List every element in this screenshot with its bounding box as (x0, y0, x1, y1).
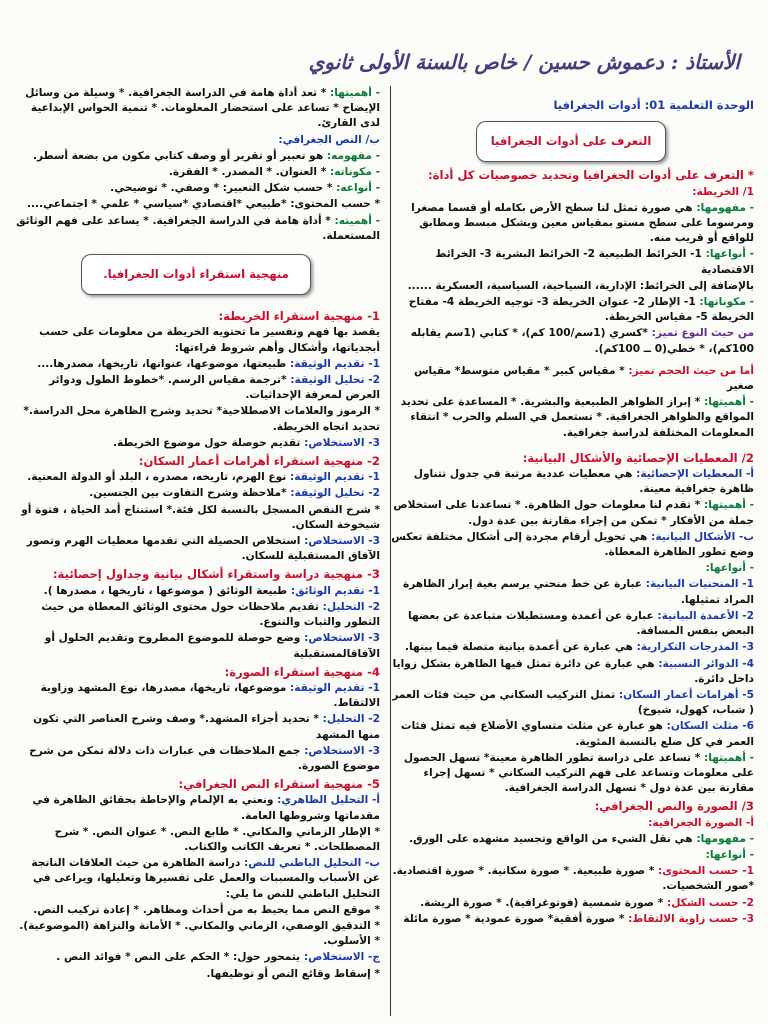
list-item: ب- التحليل الباطني للنص: دراسة الظاهرة من حيث العلاقات الناتجة عن الأسباب والمسببات والعمل على تفسيرها وتعليلها، ويراعى في التحليل الباطني للنص ما يلي: (31, 857, 380, 900)
graphs-types-label: - أنواعها: (705, 562, 754, 575)
section-heading: 3- منهجية دراسة واستقراء أشكال بيانية وجداول إحصائية: (52, 567, 380, 582)
list-item: 3- الاستخلاص: وضع حوصلة للموضوع المطروح وتقديم الحلول أو الآفاقالمستقبلية (44, 632, 380, 660)
scale-type: من حيث النوع تميز: *كسري (1سم/100 كم)، * كتابي (1سم يقابله 100كم)، * خطي(0 ــ 100كم). (410, 327, 754, 355)
list-item: * موقع النص مما يحيط به من أحداث ومظاهر. * إعادة تركيب النص. (33, 903, 380, 916)
list-item: 3- الاستخلاص: جمع الملاحظات في عبارات ذات دلالة تمكن من شرح موضوع الصورة. (29, 744, 380, 772)
list-item: 4- الدوائر النسبية: هي عبارة عن دائرة تمثل فيها الظاهرة بشكل زوايا داخل دائرة. (392, 657, 754, 685)
list-item: 1- تقديم الوثيقة: نوع الهرم، تاريخه، مصدره ، البلد أو الدولة المعنية. (27, 471, 380, 484)
list-item: * شرح النقص المسجل بالنسبة لكل فئة.* استنتاج أمد الحياة ، فتوة أو شيخوخة السكان. (21, 503, 380, 531)
section-title-box: منهجية استقراء أدوات الجغرافيا. (81, 254, 311, 295)
list-item: 2- تحليل الوثيقة: *ملاحظة وشرح التفاوت بين الجنسين. (89, 487, 380, 500)
list-item: 3- الاستخلاص: استخلاص الحصيلة التي تقدمها معطيات الهرم وتصور الآفاق المستقبلية للسكان. (26, 535, 380, 563)
list-item: ج- الاستخلاص: يتمحور حول: * الحكم على النص * فوائد النص . (56, 951, 380, 964)
subsection-heading: أ- الصورة الجغرافية: (648, 816, 754, 829)
section-title-box: التعرف على أدوات الجغرافيا (476, 121, 666, 162)
list-item: 2- حسب الشكل: * صورة شمسية (فوتوغرافية). * صورة الريشة. (420, 896, 754, 909)
list-item: 6- مثلث السكان: هو عبارة عن مثلث متساوي الأضلاع فيه تمثل فئات العمر في كل ضلع بالنسبة المئوية. (400, 720, 754, 748)
section-heading: 3/ الصورة والنص الجغرافي: (594, 799, 754, 814)
list-item: 1- حسب المحتوى: * صورة طبيعية. * صورة سكانية. * صورة اقتصادية. *صور الشخصيات. (392, 865, 754, 893)
image-importance: - أهميتها: * تعد أداة هامة في الدراسة الجغرافية. * وسيلة من وسائل الإيضاح * تساعد على استحضار المعلومات. * تنمية الحواس الإبداعية لدى القارئ. (25, 87, 380, 130)
map-types-extra: بالإضافة إلى الخرائط: الإدارية، السياحية، السياسية، العسكرية ...... (407, 279, 754, 292)
map-types: - أنواعها: 1- الخرائط الطبيعية 2- الخرائط البشرية 3- الخرائط الاقتصادية (435, 248, 754, 276)
list-item: 3- الاستخلاص: تقديم حوصلة حول موضوع الخريطة. (113, 436, 380, 449)
map-importance: - أهميتها: * إبراز الظواهر الطبيعية والبشرية. * المساعدة على تحديد المواقع والظواهر الجغرافية. * تستعمل في السلم والحرب * انتقاء المعلومات المختلفة لدراسة جغرافية. (400, 396, 754, 439)
section-heading: 2- منهجية استقراء أهرامات أعمار السكان: (138, 454, 380, 469)
list-item: * الرموز والعلامات الاصطلاحية* تحديد وشرح الظاهرة محل الدراسة.* تحديد اتجاه الخريطة. (23, 405, 380, 433)
list-item: * الإطار الزماني والمكاني. * طابع النص. * عنوان النص. * شرح المصطلحات. * تعريف الكاتب والكتاب. (54, 825, 380, 853)
list-item: 1- تقديم الوثيقة: موضوعها، تاريخها، مصدرها، نوع المشهد وزاوية الالتقاط. (40, 681, 380, 710)
list-item: أ- التحليل الظاهري: ونعني به الإلمام والإحاطة بحقائق الظاهرة في مقدماتها وشروطها العامة. (32, 794, 380, 822)
image-types-label: - أنواعها: (705, 848, 754, 861)
stats-definition: أ- المعطيات الإحصائية: هي معطيات عددية مرتبة في جدول تتناول ظاهرة جغرافية معينة. (413, 468, 754, 496)
text-importance: - أهميته: * أداة هامة في الدراسة الجغرافية. * يساعد على فهم الوثائق المستعملة. (16, 214, 380, 242)
list-item: 1- تقديم الوثائق: طبيعة الوثائق ( موضوعها ، تاريخها ، مصدرها ). (43, 584, 380, 597)
map-components: - مكوناتها: 1- الإطار 2- عنوان الخريطة 3- توجيه الخريطة 4- مفتاح الخريطة 5- مقياس الخريطة. (408, 296, 754, 324)
page-header-title: الأستاذ : دعموش حسين / خاص بالسنة الأولى ثانوي (308, 50, 740, 74)
section-heading: 4- منهجية استقراء الصورة: (224, 664, 380, 679)
list-item: 3- المدرجات التكرارية: هي عبارة عن أعمدة بيانية متصلة فيما بينها. (404, 641, 754, 654)
graphs-definition: ب- الأشكال البيانية: هي تحويل أرقام مجردة إلى أشكال مختلفة تعكس وضع تطور الظاهرة المعطاة. (391, 530, 754, 559)
list-item: 2- التحليل: تقديم ملاحظات حول محتوى الوثائق المعطاة من حيث التطور والثبات والتنوع. (41, 600, 380, 629)
list-item: 2- الأعمدة البيانية: عبارة عن أعمدة ومستطيلات متباعدة عن بعضها البعض بنفس المسافة. (408, 609, 754, 638)
right-column (388, 86, 754, 1018)
text-definition: - مفهومه: هو تعبير أو تقرير أو وصف كتابي مكون من بضعة أسطر. (33, 149, 380, 162)
list-item: * التدقيق الوصفي، الزماني والمكاني. * الأمانة والنزاهة (الموضوعية). * الأسلوب. (19, 919, 380, 948)
text-components: - مكوناته: * العنوان. * المصدر. * الفقرة. (168, 166, 380, 179)
list-item: 2- تحليل الوثيقة: *ترجمة مقياس الرسم. *خطوط الطول ودوائر العرض لمعرفة الإحداثيات. (49, 374, 380, 402)
list-item: 2- التحليل: * تحديد أجزاء المشهد.* وصف وشرح العناصر التي تكون منها المشهد (33, 713, 380, 741)
list-item: 1- تقديم الوثيقة: طبيعتها، موضوعها، عنوانها، تاريخها، مصدرها.... (37, 357, 380, 370)
graphs-importance: - أهميتها: * تساعد على دراسة تطور الظاهرة معينة* تسهل الحصول على معلومات وتساعد على فهم التركيب السكاني * تسهل إجراء مقارنة بين عدة دول * تسهل الدراسة الجغرافية. (403, 751, 754, 795)
paragraph: يقصد بها فهم وتفسير ما تحتويه الخريطة من معلومات على حسب أبجدياتها، وأشكال وأهم شروط قراءتها: (39, 326, 380, 354)
section-heading: 5- منهجية استقراء النص الجغرافي: (178, 777, 380, 792)
left-column (12, 86, 380, 1018)
list-item: 5- أهرامات أعمار السكان: تمثل التركيب السكاني من حيث فئات العمر ( شباب، كهول، شيوخ) (392, 688, 754, 717)
unit-title: الوحدة التعلمية 01: أدوات الجغرافيا (553, 98, 754, 112)
subsection-heading: ب/ النص الجغرافي: (278, 133, 380, 146)
list-item: 3- حسب زاوية الالتقاط: * صورة أفقية* صورة عمودية * صورة مائلة (403, 912, 754, 925)
list-item: * إسقاط وقائع النص أو توظيفها. (206, 967, 380, 980)
scale-size: أما من حيث الحجم تميز: * مقياس كبير * مقياس متوسط* مقياس صغير (413, 364, 754, 393)
text-content-types: * حسب المحتوى: *طبيعي *اقتصادي *سياسي * علمي * اجتماعي.... (26, 198, 380, 211)
map-definition: - مفهومها: هي صورة تمثل لنا سطح الأرض بكامله أو قسما مصغرا ومرسوما على سطح مستو بمقياس معين وبشكل مبسط ومطابق للواقع أو قريب منه. (411, 201, 754, 245)
section-heading: 2/ المعطيات الإحصائية والأشكال البيانية: (522, 450, 754, 465)
image-definition: - مفهومها: هي نقل الشيء من الواقع وتجسيد مشهده على الورق. (409, 832, 754, 845)
subsection-heading: 1/ الخريطة: (692, 185, 754, 198)
stats-importance: - أهميتها: * تقدم لنا معلومات حول الظاهرة. * تساعدنا على استخلاص جملة من الأفكار * تمكن من إجراء مقارنة بين عدة دول. (393, 499, 754, 527)
section-heading: 1- منهجية استقراء الخريطة: (218, 309, 380, 324)
list-item: 1- المنحنيات البيانية: عبارة عن خط منحني يرسم بغية إبراز الظاهرة المراد تمثيلها. (402, 578, 754, 606)
text-types: - أنواعه: * حسب شكل التعبير: * وصفي. * توضيحي. (110, 182, 380, 195)
section-heading: * التعرف على أدوات الجغرافيا وتحديد خصوصيات كل أداة: (428, 168, 754, 183)
